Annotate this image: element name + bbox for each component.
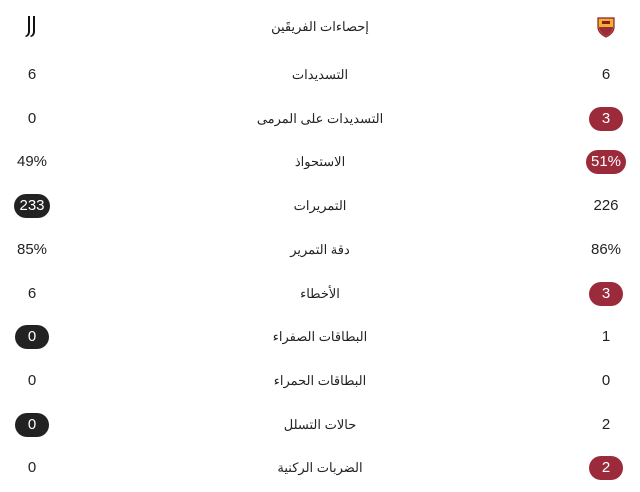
stat-row (0, 184, 640, 228)
right-team-cell (576, 446, 636, 490)
left-team-cell (2, 184, 62, 228)
left-team-value: 85% (16, 240, 48, 258)
right-team-value: 3 (589, 107, 623, 131)
stat-row (0, 140, 640, 184)
left-team-value: 0 (27, 459, 37, 477)
left-team-cell (2, 403, 62, 447)
left-team-value: 233 (14, 194, 49, 218)
left-team-value: 49% (16, 153, 48, 171)
left-team-value: 0 (27, 371, 37, 389)
left-team-value: 6 (27, 66, 37, 83)
stat-label: البطاقات الحمراء (273, 372, 367, 388)
stat-label: الأخطاء (300, 285, 340, 301)
stat-row (0, 446, 640, 490)
stat-row (0, 228, 640, 272)
right-team-cell (576, 403, 636, 447)
roma-crest-icon (576, 5, 636, 49)
stat-row (0, 97, 640, 141)
left-team-value: 0 (15, 413, 49, 437)
stat-label: الضربات الركنية (277, 460, 363, 476)
left-team-value: 0 (27, 109, 37, 127)
stat-row (0, 359, 640, 403)
stat-label: الاستحواذ (294, 154, 346, 170)
left-team-value: 6 (27, 284, 37, 302)
right-team-cell (576, 184, 636, 228)
stat-row (0, 53, 640, 97)
right-team-value: 51% (586, 150, 626, 174)
right-team-value: 2 (589, 456, 623, 480)
left-team-cell (2, 53, 62, 97)
left-team-value: 0 (15, 325, 49, 349)
right-team-cell (576, 53, 636, 97)
right-team-value: 0 (601, 371, 611, 389)
stat-row (0, 315, 640, 359)
left-team-cell (2, 446, 62, 490)
right-team-cell (576, 97, 636, 141)
left-team-cell (2, 359, 62, 403)
left-team-cell (2, 97, 62, 141)
left-team-cell (2, 315, 62, 359)
stat-label: التسديدات (291, 67, 349, 82)
stat-row (0, 272, 640, 316)
right-team-value: 86% (590, 240, 622, 258)
right-team-value: 226 (593, 197, 619, 215)
stat-label: التسديدات على المرمى (256, 110, 384, 126)
header-row (0, 5, 640, 49)
juventus-logo-icon (2, 5, 62, 49)
right-team-value: 3 (589, 282, 623, 306)
stat-label: دقة التمرير (290, 241, 350, 257)
stat-label: التمريرات (293, 198, 347, 214)
left-team-cell (2, 140, 62, 184)
right-team-cell (576, 315, 636, 359)
left-team-cell (2, 228, 62, 272)
stat-label: حالات التسلل (283, 416, 357, 432)
right-team-cell (576, 228, 636, 272)
stat-label: البطاقات الصفراء (272, 329, 368, 345)
right-team-value: 1 (601, 328, 611, 346)
right-team-value: 6 (601, 66, 611, 83)
right-team-value: 2 (601, 415, 611, 433)
stats-title: إحصاءات الفريقَين (271, 19, 369, 34)
stat-row (0, 403, 640, 447)
right-team-cell (576, 359, 636, 403)
left-team-cell (2, 272, 62, 316)
right-team-cell (576, 272, 636, 316)
right-team-cell (576, 140, 636, 184)
